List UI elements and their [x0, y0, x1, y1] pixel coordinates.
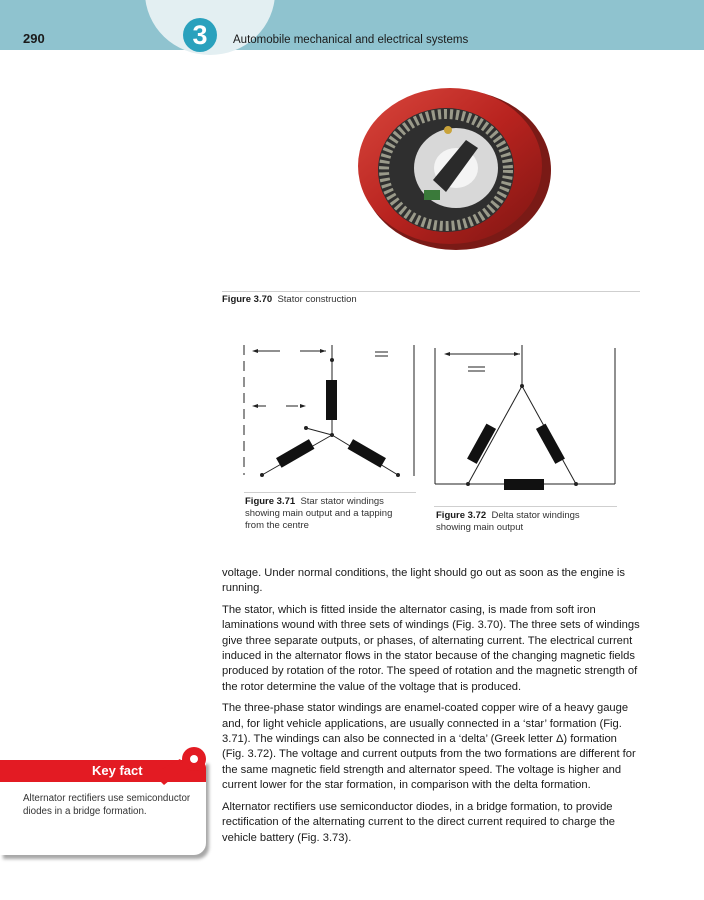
paragraph: The three-phase stator windings are enamel-coated copper wire of a heavy gauge and, for light vehicle applications, are usually connected in a ‘star’ formation (Fig. 3.71). The windings can also be connected in a ‘delta’ (Greek letter Δ) formation (Fig. 3.72). The voltage and current outputs from the two formations are different for the same magnetic field strength and alternator speed. The voltage is higher and current lower for the star formation, in comparison with the delta formation. — [222, 702, 636, 792]
paragraph: The stator, which is fitted inside the alternator casing, is made from soft iron laminations wound with three sets of windings (Fig. 3.70). The three sets of windings give three separate outputs, or phases, of alternating current. The electrical current induced in the alternator flows in the stator because of the changing magnetic fields produced by rotation of the rotor. The speed of rotation and the magnetic strength of the rotor determine the value of the voltage that is produced. — [222, 603, 640, 693]
figure-rule — [244, 492, 416, 493]
figure-3-70-text: Stator construction — [277, 294, 357, 305]
page-number: 290 — [23, 31, 45, 46]
figure-rule — [434, 506, 617, 507]
paragraph: Alternator rectifiers use semiconductor diodes, in a bridge formation, to provide rectification of the alternating current to the direct current required to charge the vehicle battery (Fig. 3.73). — [222, 800, 616, 844]
key-fact-title: Key fact — [92, 763, 143, 778]
running-title: Automobile mechanical and electrical systems — [233, 34, 469, 46]
chapter-number-badge: 3 — [183, 18, 217, 52]
paragraph: voltage. Under normal conditions, the light should go out as soon as the engine is running. — [222, 567, 626, 595]
key-fact-box — [0, 745, 212, 863]
figure-3-71-text: Star stator windings showing main output and a tapping from the centre — [245, 496, 393, 531]
stator-photo — [338, 70, 558, 270]
figure-3-70-caption — [222, 294, 640, 306]
body-text — [222, 566, 642, 852]
key-fact-text: Alternator rectifiers use semiconductor diodes in a bridge formation. — [23, 793, 191, 817]
figure-3-70-label: Figure 3.70 — [222, 294, 273, 305]
figure-rule — [222, 291, 640, 292]
delta-winding-diagram — [432, 340, 617, 492]
figure-3-71-caption — [245, 496, 410, 532]
figure-3-72-caption — [436, 510, 606, 534]
figure-3-71-label: Figure 3.71 — [245, 496, 296, 507]
key-icon — [150, 745, 208, 787]
figure-3-72-label: Figure 3.72 — [436, 510, 487, 521]
figure-3-72-text: Delta stator windings showing main output — [436, 510, 580, 533]
star-winding-diagram — [236, 340, 416, 490]
